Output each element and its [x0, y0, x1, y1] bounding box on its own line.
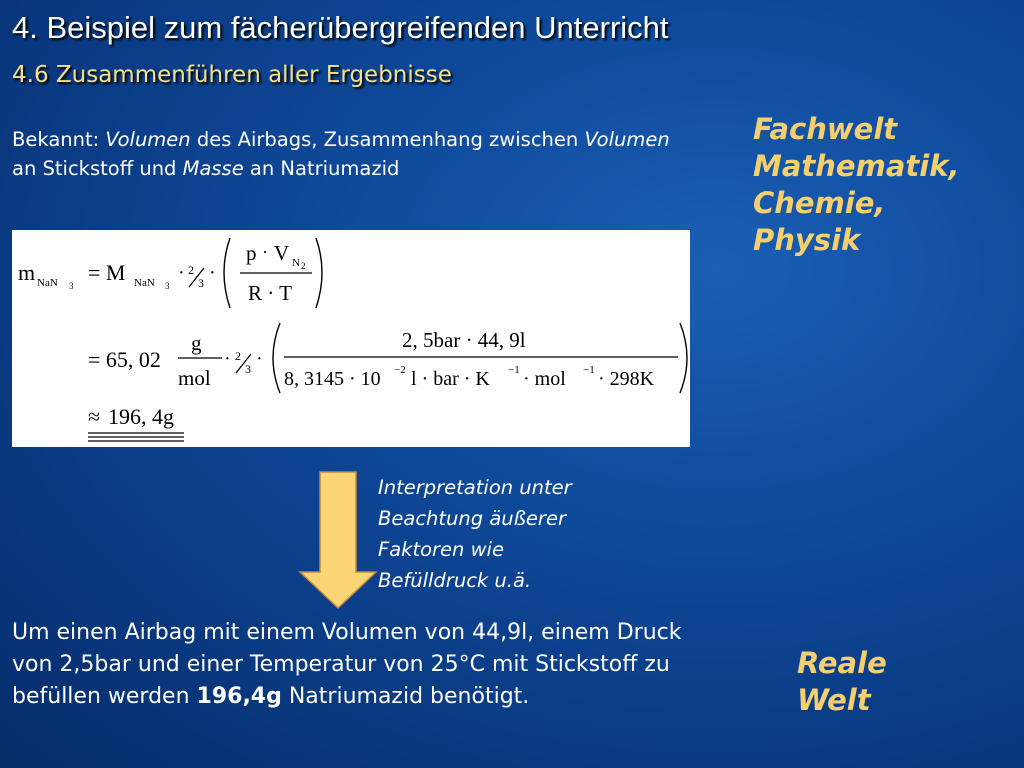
formula-V-sub2: 2	[301, 261, 306, 271]
conclusion-text	[12, 617, 712, 713]
reale-welt-line-1: Reale	[797, 646, 887, 680]
intro-part-2: an Stickstoff und	[12, 157, 183, 180]
intro-text	[12, 125, 672, 183]
fachwelt-label	[753, 111, 960, 259]
formula-frac-num-2: 2	[235, 349, 241, 363]
formula-svg	[12, 230, 690, 447]
intro-part-1: des Airbags, Zusammenhang zwischen	[190, 128, 585, 151]
formula-dot-4: ·	[224, 348, 231, 370]
intro-prefix: Bekannt:	[12, 128, 106, 151]
conclusion-result: 196,4g	[196, 684, 282, 709]
formula-den-exp-1: −2	[394, 364, 406, 376]
interpretation-line-2: Beachtung äußerer	[378, 507, 566, 530]
formula-dot-2: ·	[209, 262, 216, 284]
slide-subtitle: 4.6 Zusammenführen aller Ergebnisse	[12, 62, 452, 88]
formula-den-exp-3: −1	[583, 364, 595, 376]
formula-den-d: · 298K	[598, 368, 655, 390]
formula-den-c: · mol	[523, 368, 566, 390]
formula-m: m	[18, 260, 36, 285]
intro-volumen-2: Volumen	[584, 128, 670, 151]
interpretation-line-3: Faktoren wie	[378, 538, 504, 561]
formula-frac-num-1: 2	[188, 263, 194, 277]
fachwelt-line-4: Physik	[753, 223, 861, 257]
formula-image	[12, 230, 690, 447]
formula-M-sub3: 3	[165, 281, 170, 291]
conclusion-part-2: Natriumazid benötigt.	[281, 684, 530, 709]
formula-p: p	[246, 241, 257, 265]
formula-M-sub: NaN	[134, 277, 155, 289]
interpretation-note	[378, 472, 572, 596]
formula-eq-M: = M	[88, 260, 126, 285]
formula-dot-3: ·	[262, 242, 268, 262]
interpretation-line-1: Interpretation unter	[378, 476, 572, 499]
formula-m-sub3: 3	[69, 281, 74, 291]
formula-result: 196, 4g	[108, 404, 174, 429]
formula-approx: ≈	[88, 404, 101, 429]
formula-den-exp-2: −1	[508, 364, 520, 376]
formula-V-sub: N	[292, 257, 300, 269]
formula-unit-mol: mol	[178, 366, 211, 390]
fachwelt-line-2: Mathematik,	[753, 149, 960, 183]
formula-RT: R · T	[248, 281, 292, 305]
fachwelt-line-1: Fachwelt	[753, 112, 898, 146]
formula-frac-den-2: 3	[245, 362, 251, 376]
reale-welt-line-2: Welt	[797, 683, 871, 717]
formula-unit-g: g	[191, 331, 202, 355]
formula-dot-5: ·	[256, 348, 263, 370]
formula-den-a: 8, 3145 · 10	[284, 368, 381, 390]
formula-V: V	[274, 241, 290, 265]
fachwelt-line-3: Chemie,	[753, 186, 886, 220]
formula-frac-den-1: 3	[198, 276, 204, 290]
formula-m-sub: NaN	[37, 277, 58, 289]
intro-masse: Masse	[182, 157, 244, 180]
intro-volumen-1: Volumen	[105, 128, 191, 151]
conclusion-part-1: Um einen Airbag mit einem Volumen von 44,9l, einem Druck von 2,5bar und einer Temperatur von 25°C mit Stickstoff zu befüllen werden	[12, 620, 682, 709]
interpretation-line-4: Befülldruck u.ä.	[378, 569, 532, 592]
formula-numerator-values: 2, 5bar · 44, 9l	[402, 328, 526, 352]
formula-dot-1: ·	[178, 262, 185, 284]
intro-part-3: an Natriumazid	[243, 157, 400, 180]
formula-den-b: l · bar · K	[411, 368, 490, 390]
reale-welt-label	[797, 645, 887, 719]
slide-title: 4. Beispiel zum fächerübergreifenden Unterricht	[12, 10, 669, 45]
formula-molar-mass: = 65, 02	[88, 347, 161, 372]
